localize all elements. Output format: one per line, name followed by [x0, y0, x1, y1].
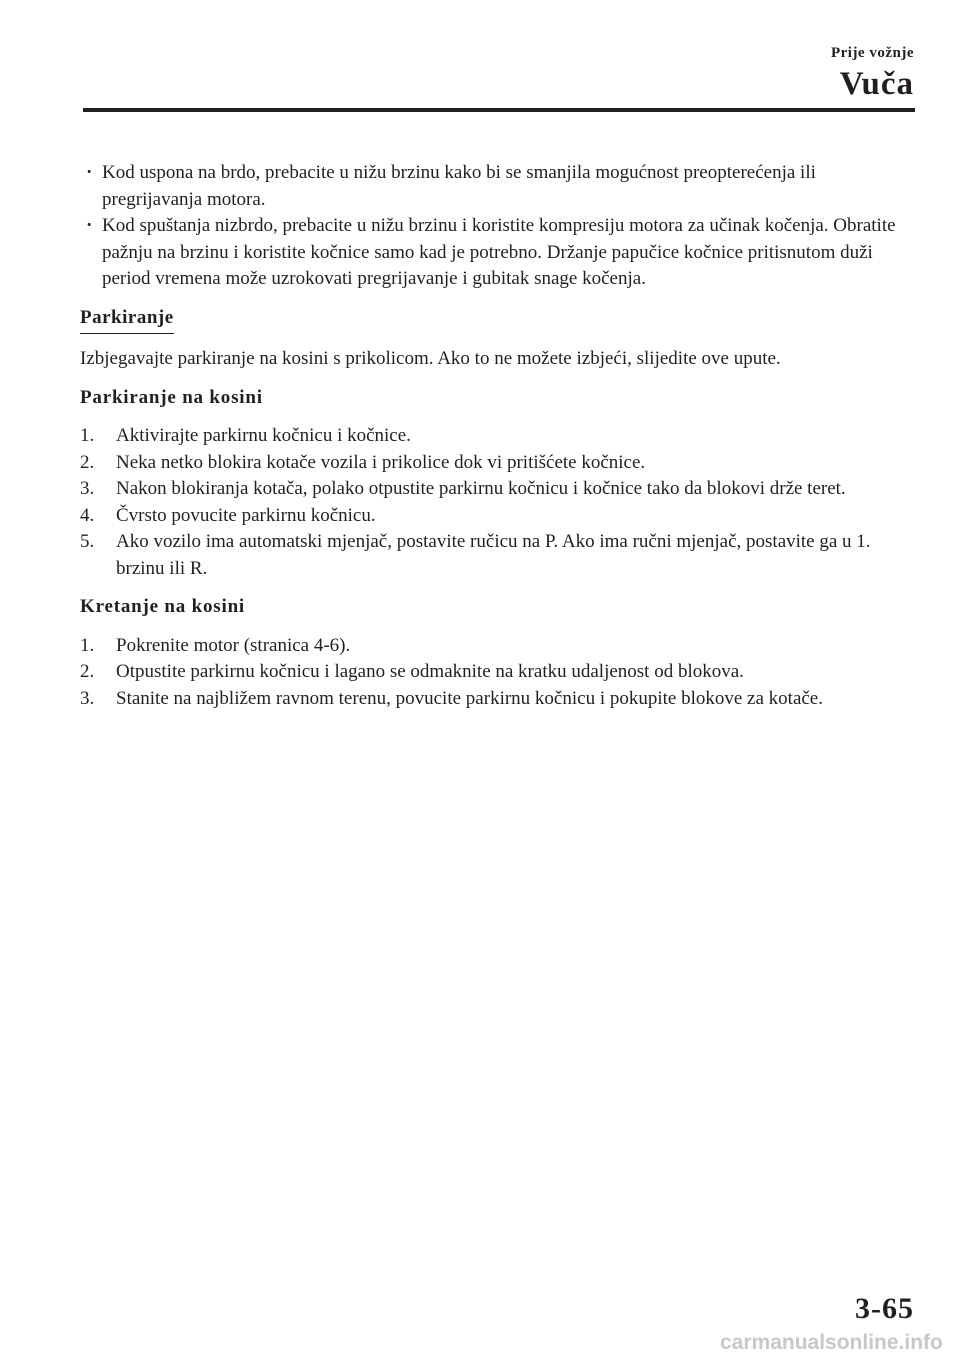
step-number: 1. [80, 634, 95, 656]
bullet-text: Kod spuštanja nizbrdo, prebacite u nižu brzinu i koristite kompresiju motora za učinak kočenja. Obratite pažnju na brzinu i koristite kočnice samo kad je potrebno. Držanje papučice kočnice pritisnutom duži period vremena može uzrokovati pregrijavanje i gubitak snage kočenja. [102, 215, 896, 289]
bullet-dot: · [86, 162, 93, 183]
step-text: Aktivirajte parkirnu kočnicu i kočnice. [116, 425, 411, 446]
chapter-label: Prije vožnje [830, 45, 914, 61]
step-text: Ako vozilo ima automatski mjenjač, postavite ručicu na P. Ako ima ručni mjenjač, postavite ga u 1. brzinu ili R. [116, 531, 871, 579]
list-item [80, 503, 916, 530]
list-item [80, 659, 916, 686]
step-number: 2. [80, 661, 95, 682]
step-number: 2. [80, 451, 95, 473]
list-item [80, 686, 916, 713]
bullet-item [80, 213, 916, 293]
section-title: Vuča [839, 66, 914, 102]
step-number: 1. [80, 425, 95, 446]
parking-intro: Izbjegavajte parkiranje na kosini s prikolicom. Ako to ne možete izbjeći, slijedite ove upute. [80, 348, 781, 369]
bullet-item [80, 160, 916, 213]
main-content [80, 160, 916, 712]
parking-heading: Parkiranje [80, 305, 174, 335]
step-text: Čvrsto povucite parkirnu kočnicu. [116, 504, 376, 526]
step-text: Otpustite parkirnu kočnicu i lagano se odmaknite na kratku udaljenost od blokova. [116, 661, 744, 682]
list-item [80, 633, 916, 660]
list-item [80, 529, 916, 582]
slope-parking-steps [80, 423, 916, 582]
step-text: Neka netko blokira kotače vozila i prikolice dok vi pritišćete kočnice. [116, 451, 646, 473]
step-text: Nakon blokiranja kotača, polako otpustite parkirnu kočnicu i kočnice tako da blokovi drže teret. [116, 478, 846, 499]
list-item [80, 476, 916, 503]
slope-parking-heading: Parkiranje na kosini [80, 386, 263, 408]
step-number: 3. [80, 687, 95, 709]
step-text: Pokrenite motor (stranica 4-6). [116, 634, 351, 656]
step-number: 5. [80, 531, 95, 552]
step-number: 3. [80, 478, 95, 499]
page-header [831, 44, 914, 104]
bullet-list [80, 160, 916, 293]
step-text: Stanite na najbližem ravnom terenu, povucite parkirnu kočnicu i pokupite blokove za kotače. [116, 687, 823, 709]
step-number: 4. [80, 504, 95, 526]
page-number: 3-65 [855, 1292, 914, 1325]
bullet-dot: · [86, 215, 93, 236]
list-item [80, 423, 916, 450]
list-item [80, 450, 916, 477]
slope-moving-steps [80, 633, 916, 713]
slope-moving-heading: Kretanje na kosini [80, 596, 246, 617]
header-rule [83, 108, 915, 112]
bullet-text: Kod uspona na brdo, prebacite u nižu brzinu kako bi se smanjila mogućnost preopterećenja ili pregrijavanja motora. [102, 162, 816, 210]
watermark-text: carmanualsonline.info [720, 1331, 943, 1354]
